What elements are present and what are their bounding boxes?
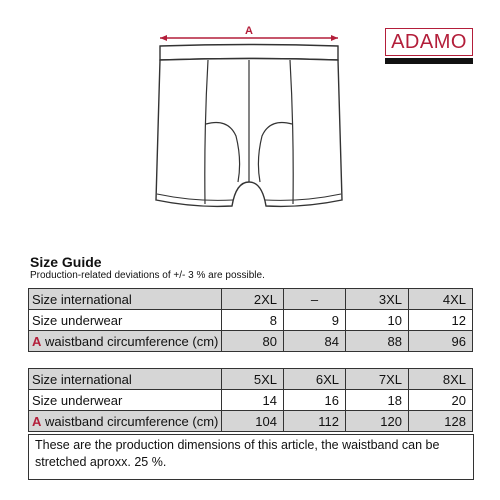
table-cell: 6XL — [284, 369, 346, 390]
table-cell: 7XL — [346, 369, 409, 390]
table-cell: 80 — [222, 331, 284, 352]
measure-letter: A — [245, 25, 253, 37]
table-cell: 104 — [222, 411, 284, 432]
table-cell: 12 — [409, 310, 473, 331]
table-cell: 96 — [409, 331, 473, 352]
table-cell: 5XL — [222, 369, 284, 390]
row-label: waistband circumference (cm) — [41, 413, 219, 429]
measure-letter: A — [32, 413, 42, 429]
table-cell: 4XL — [409, 289, 473, 310]
table-cell: 88 — [346, 331, 409, 352]
table-cell: 16 — [284, 390, 346, 411]
table-cell: 128 — [409, 411, 473, 432]
table-row — [29, 369, 473, 390]
table-cell: 9 — [284, 310, 346, 331]
size-table-1 — [28, 288, 473, 352]
row-label: Size underwear — [29, 390, 222, 411]
logo-text: ADAMO — [385, 28, 473, 56]
table-cell: 120 — [346, 411, 409, 432]
table-cell: 10 — [346, 310, 409, 331]
table-cell: 8XL — [409, 369, 473, 390]
row-label: Size international — [29, 289, 222, 310]
table-row — [29, 310, 473, 331]
row-label-waist — [29, 411, 222, 432]
table-row — [29, 411, 473, 432]
table-cell: – — [284, 289, 346, 310]
table-cell: 14 — [222, 390, 284, 411]
table-cell: 18 — [346, 390, 409, 411]
size-table-2 — [28, 368, 473, 432]
adamo-logo — [385, 28, 475, 66]
stretch-note: These are the production dimensions of this article, the waistband can be stretched aproxx. 25 %. — [28, 434, 474, 480]
waistband-outline — [160, 45, 338, 61]
row-label: waistband circumference (cm) — [41, 333, 219, 349]
table-cell: 84 — [284, 331, 346, 352]
table-row — [29, 289, 473, 310]
row-label-waist — [29, 331, 222, 352]
table-cell: 112 — [284, 411, 346, 432]
table-row — [29, 390, 473, 411]
table-cell: 3XL — [346, 289, 409, 310]
table-cell: 8 — [222, 310, 284, 331]
table-cell: 20 — [409, 390, 473, 411]
size-guide-subtitle: Production-related deviations of +/- 3 % are possible. — [30, 270, 265, 281]
table-row — [29, 331, 473, 352]
table-cell: 2XL — [222, 289, 284, 310]
row-label: Size underwear — [29, 310, 222, 331]
measure-letter: A — [32, 333, 42, 349]
row-label: Size international — [29, 369, 222, 390]
logo-bar — [385, 58, 473, 64]
size-guide-title: Size Guide — [30, 254, 102, 270]
